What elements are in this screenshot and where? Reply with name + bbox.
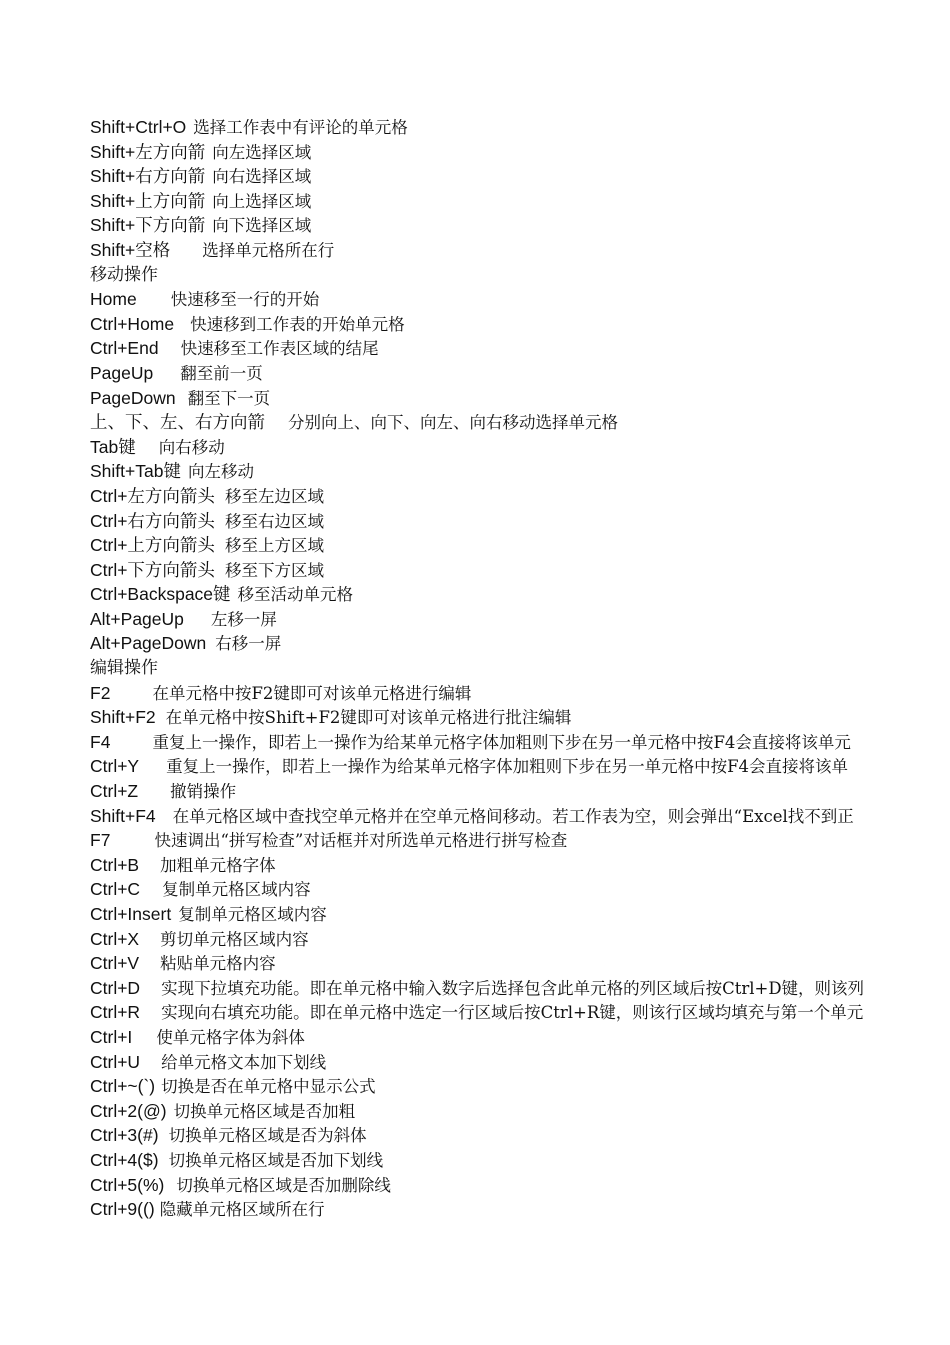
shortcut-line [90, 730, 950, 755]
shortcut-line [90, 435, 950, 460]
shortcut-key: Shift+下方向箭 [90, 215, 206, 236]
section-heading-text: 编辑操作 [90, 658, 158, 679]
shortcut-line [90, 410, 950, 435]
shortcut-line [90, 509, 950, 534]
shortcut-line [90, 582, 950, 607]
shortcut-line [90, 607, 950, 632]
shortcut-key: Ctrl+C [90, 879, 141, 900]
shortcut-line [90, 754, 950, 779]
shortcut-key: Shift+F2 [90, 707, 156, 728]
shortcut-line [90, 140, 950, 165]
shortcut-line [90, 533, 950, 558]
shortcut-line [90, 779, 950, 804]
shortcut-line [90, 459, 950, 484]
shortcut-description: 在单元格区域中查找空单元格并在空单元格间移动。若工作表为空，则会弹出“Excel找不到正 [172, 806, 854, 826]
shortcut-line [90, 1074, 950, 1099]
shortcut-line [90, 877, 950, 902]
shortcut-description: 移至下方区域 [224, 560, 324, 580]
shortcut-key: Ctrl+左方向箭头 [90, 485, 215, 506]
shortcut-description: 向右移动 [158, 437, 225, 457]
shortcut-key: PageUp [90, 362, 154, 383]
shortcut-description: 切换单元格区域是否加下划线 [168, 1150, 384, 1170]
shortcut-key: F2 [90, 682, 111, 703]
section-heading [90, 263, 950, 288]
shortcut-key: Ctrl+Y [90, 756, 140, 777]
shortcut-line [90, 804, 950, 829]
shortcut-key: Shift+F4 [90, 805, 156, 826]
shortcut-line [90, 1050, 950, 1075]
shortcut-line [90, 238, 950, 263]
shortcut-key: Ctrl+~(`) [90, 1076, 156, 1097]
shortcut-line [90, 115, 950, 140]
shortcut-line [90, 164, 950, 189]
shortcut-key: Ctrl+上方向箭头 [90, 535, 215, 556]
shortcut-description: 翻至下一页 [187, 388, 271, 408]
shortcut-line [90, 631, 950, 656]
shortcut-key: F4 [90, 731, 111, 752]
section-heading-text: 移动操作 [90, 264, 158, 285]
shortcut-description: 切换是否在单元格中显示公式 [161, 1077, 376, 1097]
shortcut-key: Ctrl+D [90, 977, 141, 998]
shortcut-line [90, 1197, 950, 1222]
shortcut-description: 隐藏单元格区域所在行 [159, 1200, 325, 1220]
shortcut-description: 使单元格字体为斜体 [156, 1027, 305, 1047]
shortcut-description: 在单元格中按F2键即可对该单元格进行编辑 [152, 683, 472, 703]
shortcut-key: Ctrl+Z [90, 781, 139, 802]
shortcut-key: Ctrl+R [90, 1002, 141, 1023]
shortcut-key: Shift+Tab键 [90, 461, 181, 482]
shortcut-line [90, 927, 950, 952]
shortcut-description: 向右选择区域 [212, 167, 312, 187]
shortcut-line [90, 1099, 950, 1124]
shortcut-description: 向左移动 [187, 462, 254, 482]
shortcut-description: 选择单元格所在行 [202, 240, 335, 260]
shortcut-key: Alt+PageDown [90, 633, 207, 654]
shortcut-line [90, 828, 950, 853]
shortcut-line [90, 1123, 950, 1148]
shortcut-line [90, 558, 950, 583]
shortcut-description: 向下选择区域 [212, 216, 312, 236]
shortcut-key: Ctrl+下方向箭头 [90, 559, 215, 580]
shortcut-list [90, 115, 950, 1222]
shortcut-key: Shift+右方向箭 [90, 166, 206, 187]
shortcut-line [90, 386, 950, 411]
shortcut-description: 切换单元格区域是否加删除线 [176, 1175, 391, 1195]
shortcut-description: 实现向右填充功能。即在单元格中选定一行区域后按Ctrl+R键，则该行区域均填充与第一个单元 [161, 1003, 864, 1023]
shortcut-key: Ctrl+2(@) [90, 1100, 167, 1121]
shortcut-line [90, 336, 950, 361]
shortcut-key: Ctrl+Insert [90, 904, 172, 924]
shortcut-description: 实现下拉填充功能。即在单元格中输入数字后选择包含此单元格的列区域后按Ctrl+D键，则该列 [161, 978, 865, 998]
shortcut-key: Shift+上方向箭 [90, 190, 206, 211]
shortcut-description: 分别向上、向下、向左、向右移动选择单元格 [288, 413, 618, 433]
shortcut-line [90, 853, 950, 878]
shortcut-line [90, 312, 950, 337]
shortcut-line [90, 705, 950, 730]
shortcut-description: 移至右边区域 [224, 511, 324, 531]
shortcut-description: 重复上一操作，即若上一操作为给某单元格字体加粗则下步在另一单元格中按F4会直接将该单 [166, 757, 849, 777]
shortcut-key: Ctrl+4($) [90, 1149, 159, 1170]
shortcut-key: Ctrl+End [90, 338, 159, 359]
shortcut-key: Ctrl+3(#) [90, 1125, 159, 1146]
shortcut-description: 在单元格中按Shift+F2键即可对该单元格进行批注编辑 [165, 708, 572, 728]
shortcut-description: 撤销操作 [170, 782, 237, 802]
shortcut-line [90, 681, 950, 706]
shortcut-key: Shift+Ctrl+O [90, 117, 187, 137]
shortcut-description: 快速移至工作表区域的结尾 [180, 339, 379, 359]
shortcut-line [90, 213, 950, 238]
shortcut-key: Ctrl+9(() [90, 1199, 155, 1220]
shortcut-description: 移至上方区域 [224, 536, 324, 556]
shortcut-key: Shift+空格 [90, 239, 171, 260]
shortcut-line [90, 1000, 950, 1025]
shortcut-description: 右移一屏 [215, 634, 282, 654]
shortcut-key: 上、下、左、右方向箭 [90, 412, 265, 433]
shortcut-key: Shift+左方向箭 [90, 141, 206, 162]
shortcut-key: Ctrl+Backspace键 [90, 584, 231, 605]
shortcut-line [90, 484, 950, 509]
shortcut-line [90, 1173, 950, 1198]
shortcut-line [90, 189, 950, 214]
shortcut-key: Tab键 [90, 436, 136, 457]
shortcut-description: 切换单元格区域是否为斜体 [168, 1126, 367, 1146]
shortcut-key: PageDown [90, 387, 176, 408]
shortcut-line [90, 1148, 950, 1173]
shortcut-key: Ctrl+I [90, 1026, 133, 1047]
shortcut-key: Ctrl+U [90, 1051, 141, 1072]
shortcut-description: 剪切单元格区域内容 [160, 929, 309, 949]
shortcut-description: 给单元格文本加下划线 [161, 1052, 327, 1072]
shortcut-description: 翻至前一页 [180, 363, 263, 383]
shortcut-line [90, 951, 950, 976]
shortcut-key: Home [90, 289, 137, 310]
shortcut-description: 快速调出“拼写检查”对话框并对所选单元格进行拼写检查 [154, 831, 568, 851]
shortcut-key: Ctrl+Home [90, 313, 175, 334]
shortcut-line [90, 976, 950, 1001]
shortcut-key: Ctrl+X [90, 928, 140, 949]
shortcut-description: 加粗单元格字体 [160, 855, 276, 875]
shortcut-description: 复制单元格区域内容 [162, 880, 311, 900]
shortcut-line [90, 902, 950, 927]
shortcut-description: 切换单元格区域是否加粗 [173, 1101, 356, 1121]
shortcut-description: 快速移至一行的开始 [170, 290, 320, 310]
shortcut-description: 移至左边区域 [224, 486, 324, 506]
shortcut-key: F7 [90, 830, 111, 851]
shortcut-key: Ctrl+5(%) [90, 1174, 165, 1195]
shortcut-line [90, 287, 950, 312]
shortcut-description: 快速移到工作表的开始单元格 [190, 314, 405, 334]
shortcut-description: 移至活动单元格 [237, 585, 354, 605]
shortcut-line [90, 361, 950, 386]
shortcut-key: Alt+PageUp [90, 608, 184, 629]
shortcut-key: Ctrl+V [90, 953, 140, 974]
shortcut-key: Ctrl+右方向箭头 [90, 510, 215, 531]
shortcut-description: 重复上一操作，即若上一操作为给某单元格字体加粗则下步在另一单元格中按F4会直接将该单元 [152, 732, 851, 752]
section-heading [90, 656, 950, 681]
shortcut-description: 向上选择区域 [212, 191, 312, 211]
shortcut-line [90, 1025, 950, 1050]
shortcut-key: Ctrl+B [90, 854, 140, 875]
shortcut-description: 左移一屏 [210, 609, 277, 629]
shortcut-description: 向左选择区域 [212, 142, 312, 162]
shortcut-description: 粘贴单元格内容 [160, 954, 276, 974]
shortcut-description: 选择工作表中有评论的单元格 [193, 118, 408, 137]
shortcut-description: 复制单元格区域内容 [178, 905, 327, 924]
